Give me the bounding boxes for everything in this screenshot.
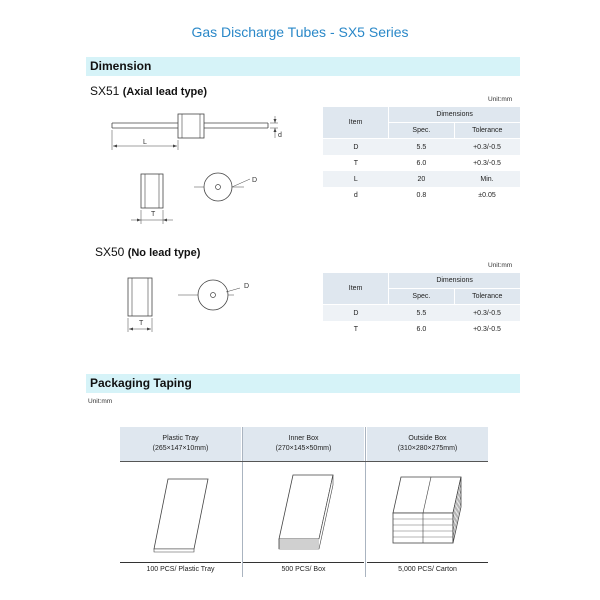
cell-spec: 6.0 [389,155,454,171]
dimension-section-header: Dimension [86,57,520,76]
sx50-code: SX50 [95,245,125,259]
cell-tolerance: +0.3/-0.5 [454,155,520,171]
sx51-col-tolerance: Tolerance [454,123,520,139]
pack-col-outside-box [367,427,488,577]
sx50-front-view-drawing [176,278,246,314]
pack-size: (265×147×10mm) [152,445,209,452]
sx51-label-T: T [151,211,156,218]
cell-spec: 0.8 [389,187,454,203]
pack-name: Outside Box [408,435,447,442]
pack-qty: 500 PCS/ Box [243,562,364,577]
pack-head [367,427,488,461]
cell-tolerance: +0.3/-0.5 [454,305,520,322]
sx50-heading [95,245,200,259]
packaging-unit: Unit:mm [88,398,113,405]
pack-divider [365,427,366,577]
sx51-label-d: d [278,132,282,139]
cell-tolerance: +0.3/-0.5 [454,321,520,337]
sx51-label-D: D [252,177,258,184]
sx50-col-item: Item [323,273,389,305]
pack-qty: 5,000 PCS/ Carton [367,562,488,577]
cell-tolerance: ±0.05 [454,187,520,203]
pack-col-inner-box [243,427,364,577]
sx50-desc: (No lead type) [127,247,201,259]
pack-col-plastic-tray [120,427,241,577]
cell-spec: 5.5 [389,305,454,322]
plastic-tray-icon [148,475,216,555]
sx51-side-view-drawing [125,168,185,230]
sx51-code: SX51 [90,84,120,98]
page-title: Gas Discharge Tubes - SX5 Series [191,24,409,40]
sx51-col-spec: Spec. [389,123,454,139]
pack-name: Plastic Tray [162,435,199,442]
pack-size: (310×280×275mm) [397,445,458,452]
sx51-unit: Unit:mm [488,96,513,103]
cell-tolerance: Min. [454,171,520,187]
pack-qty: 100 PCS/ Plastic Tray [120,562,241,577]
table-row [323,321,520,337]
sx51-front-view-drawing [192,170,262,206]
cell-item: D [323,305,389,322]
cell-item: T [323,321,389,337]
cell-tolerance: +0.3/-0.5 [454,139,520,156]
sx50-label-T: T [139,320,144,327]
sx51-desc: (Axial lead type) [122,86,208,98]
packaging-section-header: Packaging Taping [86,374,520,393]
pack-name: Inner Box [288,435,319,442]
sx50-unit: Unit:mm [488,262,513,269]
sx50-col-dimensions: Dimensions [389,273,520,289]
sx51-axial-drawing [110,108,285,158]
pack-head-underline [120,461,488,462]
cell-spec: 5.5 [389,139,454,156]
pack-head [243,427,364,461]
table-row [323,305,520,322]
sx50-col-spec: Spec. [389,289,454,305]
cell-item: L [323,171,389,187]
table-row [323,187,520,203]
sx50-col-tolerance: Tolerance [454,289,520,305]
table-row [323,139,520,156]
table-row [323,155,520,171]
outside-box-icon [385,473,475,557]
sx50-label-D: D [244,283,250,290]
sx51-heading [90,84,207,98]
pack-size: (270×145×50mm) [275,445,332,452]
inner-box-icon [273,471,343,559]
cell-item: T [323,155,389,171]
table-row [323,171,520,187]
cell-spec: 20 [389,171,454,187]
cell-item: D [323,139,389,156]
cell-spec: 6.0 [389,321,454,337]
sx51-col-item: Item [323,107,389,139]
sx50-dimension-table [323,273,520,337]
sx51-dimension-table [323,107,520,203]
cell-item: d [323,187,389,203]
sx51-label-L: L [143,139,147,146]
sx51-col-dimensions: Dimensions [389,107,520,123]
packaging-table [120,427,488,577]
pack-head [120,427,241,461]
